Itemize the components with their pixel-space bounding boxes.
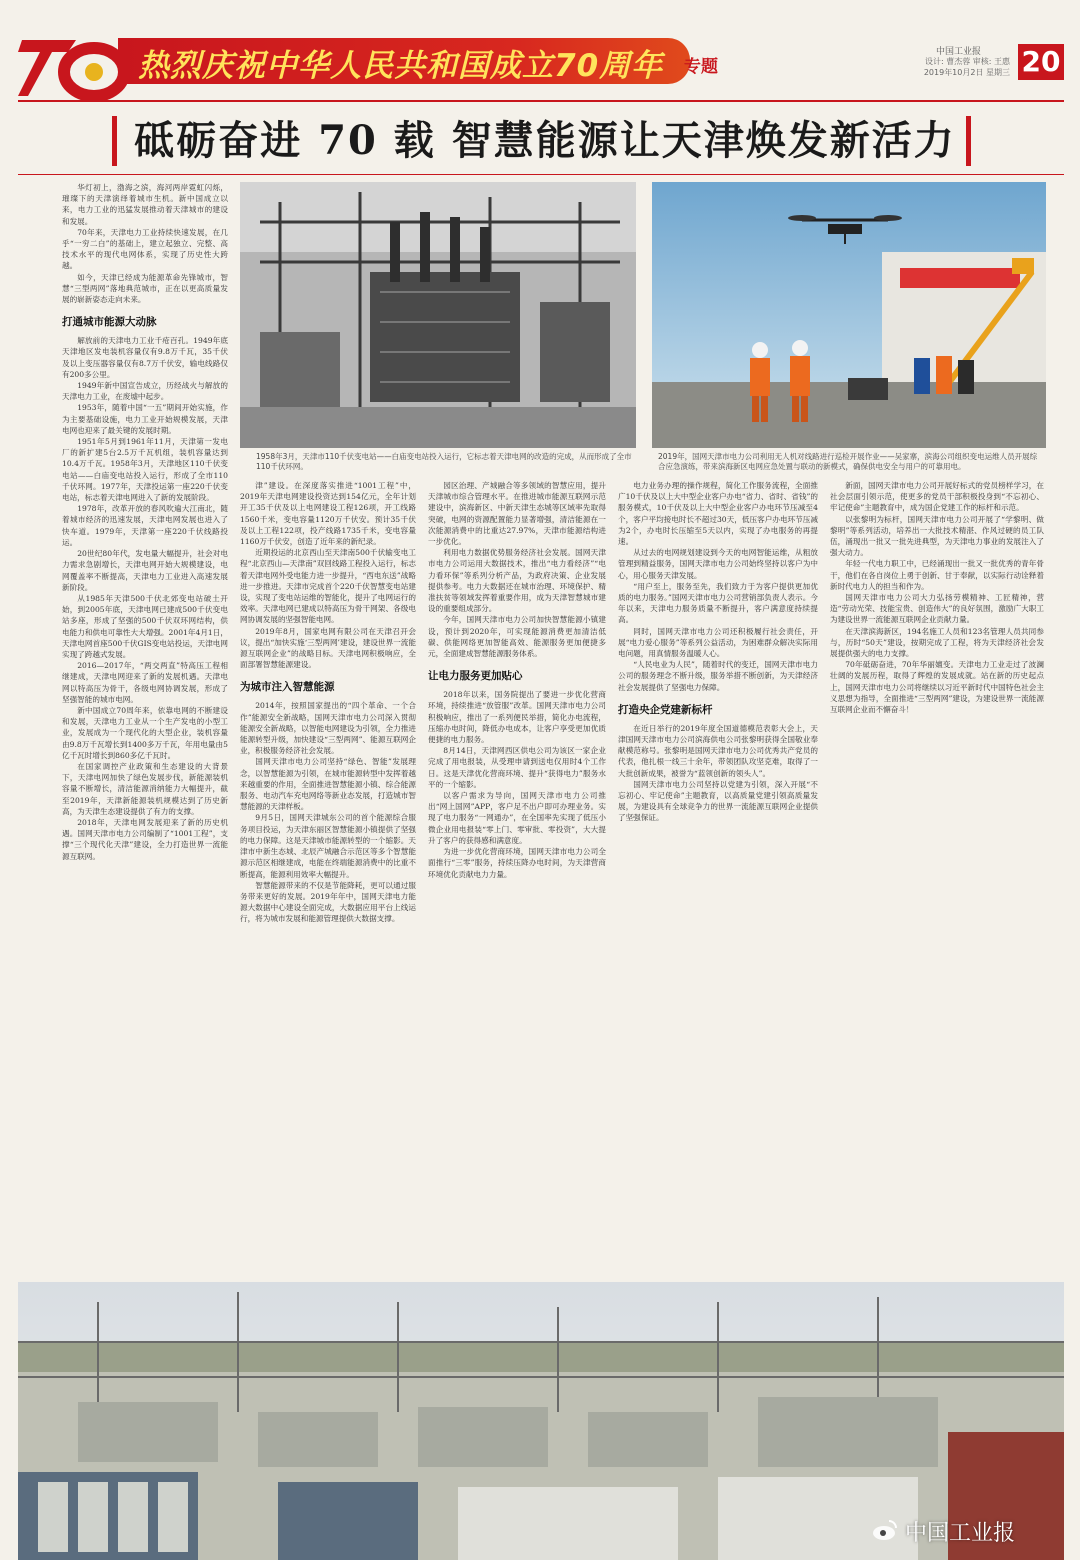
paragraph: 国网天津市电力公司坚持以党建为引领，深入开展“不忘初心、牢记使命”主题教育，以高质量党建引领高质量发展，为建设具有全球竞争力的世界一流能源互联网企业提供了坚强保证。 (618, 779, 818, 823)
paragraph: 8月14日，天津网西区供电公司为该区一家企业完成了用电报装，从受理申请到送电仅用时4个工作日。这是天津优化营商环境、提升“获得电力”服务水平的一个缩影。 (428, 746, 606, 789)
text-column-5 (830, 480, 1044, 1272)
worker-group (914, 356, 974, 394)
substation-illustration (240, 182, 636, 448)
paragraph: 从过去的电网规划建设到今天的电网智能运维，从粗放管理到精益服务，国网天津市电力公司始终坚持以客户为中心，用心服务天津发展。 (618, 548, 818, 580)
substation-caption: 1958年3月，天津市110千伏变电站——白庙变电站投入运行，它标志着天津电网的改造的完成，从而形成了全市110千伏环网。 (256, 452, 632, 471)
paragraph: “人民电业为人民”，随着时代的变迁，国网天津市电力公司的服务理念不断升级，服务举措不断创新，为天津经济社会发展提供了坚强电力保障。 (618, 660, 818, 692)
paper-info (892, 56, 1010, 78)
headline-left-bar (112, 116, 117, 166)
paragraph: 新面，国网天津市电力公司开展好标式的党员榜样学习，在社会层面引领示范，使更多的党员干部积极投身到“不忘初心、牢记使命”主题教育中，成为国企党建工作的标杆和示范。 (830, 481, 1044, 513)
banner-title: 热烈庆祝中华人民共和国成立70周年 (138, 48, 664, 84)
paragraph: 在国家调控产业政策和生态建设的大背景下，天津电网加快了绿色发展步伐，新能源装机容量不断增长，清洁能源消纳能力大幅提升，截至2019年，天津新能源装机规模达到了历史新高，为天津生态建设提供了有力的支撑。 (62, 761, 228, 816)
paragraph: 华灯初上，渤海之滨，海河两岸霓虹闪烁，璀璨下的天津演绎着城市生机。新中国成立以来，电力工业的迅猛发展推动着天津城市的建设和发展。 (62, 183, 228, 226)
paragraph: 为进一步优化营商环境，国网天津市电力公司全面推行“三零”服务，持续压降办电时间，为天津营商环境优化贡献电力力量。 (428, 847, 606, 879)
paragraph: 9月5日，国网天津城东公司的首个能源综合服务项目投运，为天津东丽区智慧能源小镇提供了坚强的电力保障。这是天津城市能源转型的一个缩影。天津市中新生态城、北辰产城融合示范区等多个智慧能源示范区相继建成，电能在终端能源消费中的比重不断提高，能源利用效率大幅提升。 (240, 813, 416, 879)
anniversary-70-logo (18, 30, 130, 100)
text-column-3 (428, 480, 606, 1272)
paragraph: 1951年5月到1961年11月，天津第一发电厂的新扩建5台2.5万千瓦机组，装机容量达到10.4万千瓦。1958年3月，天津地区110千伏变电站——白庙变电站投入运行，形成了全市110千伏环网。1977年，天津投运第一座220千伏变电站，标志着天津电网进入了新的发展阶段。 (62, 437, 228, 503)
paragraph: 2019年8月，国家电网有限公司在天津召开会议，提出“加快实施‘三型两网’建设，建设世界一流能源互联网企业”的战略目标。天津电网积极响应，全面部署智慧能源建设。 (240, 626, 416, 670)
paragraph: 园区治理、产城融合等多领域的智慧应用，提升天津城市综合管理水平。在推进城市能源互联网示范建设中，滨海新区、中新天津生态城等区域率先取得突破，电网的资源配置能力显著增强，清洁能源在一次能源消费中的比重达27.97%，天津市能源结构进一步优化。 (428, 481, 606, 547)
headline-right-bar (966, 116, 971, 166)
subheading: 打通城市能源大动脉 (62, 316, 157, 329)
paragraph: 70年砥砺奋进，70年华丽嬗变。天津电力工业走过了波澜壮阔的发展历程，取得了辉煌的发展成就。站在新的历史起点上，国网天津市电力公司将继续以习近平新时代中国特色社会主义思想为指导，全面推进“三型两网”建设，为建设世界一流能源互联网企业而不懈奋斗！ (830, 660, 1044, 715)
paragraph: 解放前的天津电力工业千疮百孔。1949年底天津地区发电装机容量仅有9.8万千瓦，35千伏及以上变压器容量仅有8.7万千伏安，输电线路仅有200多公里。 (62, 336, 228, 379)
paragraph: “用户至上，服务至先，我们致力于为客户提供更加优质的电力服务。”国网天津市电力公司营销部负责人表示。今年以来，天津电力服务质量不断提升，客户满意度持续提高。 (618, 581, 818, 625)
paragraph: 从1985年天津500千伏北郊变电站破土开始，到2005年底，天津电网已建成500千伏变电站多座，形成了坚强的500千伏双环网结构，供电能力和供电可靠性大大增强。2001年4月1日，天津电网首座500千伏GIS变电站投运，天津电网实现了跨越式发展。 (62, 593, 228, 659)
drone-photo (652, 182, 1046, 448)
paragraph: 2018年以来，国务院提出了要进一步优化营商环境，持续推进“放管服”改革。国网天津市电力公司积极响应，推出了一系列便民举措，简化办电流程，压缩办电时间，降低办电成本，让客户享受更加优质便捷的电力服务。 (428, 690, 606, 745)
paragraph: 以客户需求为导向，国网天津市电力公司推出“网上国网”APP，客户足不出户即可办理业务。实现了电力服务“一网通办”，在全国率先实现了低压小微企业用电报装“零上门、零审批、零投资”，大大提升了客户的获得感和满意度。 (428, 791, 606, 845)
paragraph: 2014年，按照国家提出的“四个革命、一个合作”能源安全新战略，国网天津市电力公司深入贯彻能源安全新战略，以智能电网建设为引领，全力推进能源转型升级，加快建设“三型两网”、能源互联网企业，积极服务经济社会发展。 (240, 701, 416, 756)
paragraph: 以张黎明为标杆，国网天津市电力公司开展了“学黎明、做黎明”等系列活动，培养出一大批技术精湛、作风过硬的员工队伍，涌现出一批又一批先进典型，为天津电力事业的发展注入了强大动力。 (830, 514, 1044, 558)
date-line: 2019年10月2日 星期三 (923, 68, 1010, 77)
header-rule (18, 100, 1064, 102)
weibo-icon (872, 1518, 898, 1542)
paragraph: 2018年，天津电网发展迎来了新的历史机遇。国网天津市电力公司编制了“1001工程”，支撑“三个现代化天津”建设，全力打造世界一流能源互联网。 (62, 817, 228, 861)
headline: 砥砺奋进 70 载 智慧能源让天津焕发新活力 (134, 117, 956, 164)
page-number: 20 (1018, 44, 1064, 80)
text-column-1 (62, 182, 228, 1272)
watermark: 中国工业报 (905, 1521, 1016, 1546)
paragraph: 国网天津市电力公司坚持“绿色、智能”发展理念，以智慧能源为引领，在城市能源转型中发挥着越来越重要的作用，全面推进智慧能源小镇、综合能源服务、电动汽车充电网络等新业态发展，打造城市智慧能源的天津样板。 (240, 757, 416, 812)
paragraph: 70年来，天津电力工业持续快速发展，在几乎“一穷二白”的基础上，建立起独立、完整、高技术水平的现代电网体系，实现了历史性大跨越。 (62, 227, 228, 271)
paragraph: 在天津滨海新区，194名施工人员和123名管理人员共同参与，历时“50天”建设，按期完成了工程，将为天津经济社会发展提供强大的电力支撑。 (830, 626, 1044, 659)
paragraph: 2016—2017年，“两交两直”特高压工程相继建成，天津电网迎来了新的发展机遇。天津电网以特高压为骨干，各级电网协调发展，形成了坚强智能的城市电网。 (62, 661, 228, 704)
paragraph: 近期投运的北京西山至天津南500千伏输变电工程“北京西山—天津南”双回线路工程投入运行，标志着天津电网外受电能力进一步提升，“西电东送”战略进一步推进。天津市完成首个220千伏智慧变电站建设，实现了变电站运维的智能化，提升了电网运行的效率。天津电网已建成以特高压为骨干网架、各级电网协调发展的坚强智能电网。 (240, 548, 416, 625)
paper-name: 中国工业报 (936, 47, 982, 57)
drone-caption: 2019年，国网天津市电力公司利用无人机对线路进行巡检开展作业——吴家寨，滨海公司组织变电运维人员开展综合应急演练，带来滨海新区电网应急处置与联动的新模式，确保供电安全与用户的可靠用电。 (658, 452, 1038, 471)
text-column-2 (240, 480, 416, 1272)
subheading: 为城市注入智慧能源 (240, 681, 335, 694)
section-label: 专题 (684, 57, 718, 77)
drone-illustration (652, 182, 1046, 448)
paragraph: 智慧能源带来的不仅是节能降耗，更可以通过服务带来更好的发展。2019年年中，国网天津电力能源大数据中心建设全面完成，大数据应用平台上线运行，将为城市发展和能源管理提供大数据支撑。 (240, 880, 416, 924)
paragraph: 1978年，改革开放的春风吹遍大江南北，随着城市经济的迅速发展，天津电网发展也进入了快车道。1979年，天津第一座220千伏线路投运。 (62, 504, 228, 547)
paragraph: 如今，天津已经成为能源革命先锋城市，智慧“三型两网”落地典范城市，正在以更高质量发展的崭新姿态走向未来。 (62, 272, 228, 305)
paragraph: 1953年，随着中国“一五”期间开始实施，作为主要基础设施，电力工业开始规模发展，天津电网也迎来了最关键的发展时期。 (62, 403, 228, 435)
paragraph: 电力业务办理的操作规程，简化工作服务流程，全面推广10千伏及以上大中型企业客户办电“省力、省时、省钱”的服务模式，10千伏及以上大中型企业客户办电环节压减至4个，客户平均接电时长不超过30天，低压客户办电环节压减为2个，办电时长压缩至5天以内，实现了办电服务的再提速。 (618, 481, 818, 547)
text-column-4 (618, 480, 818, 1272)
paragraph: 1949年新中国宣告成立，历经战火与解放的天津电力工业，在废墟中起步。 (62, 381, 228, 402)
paragraph: 国网天津市电力公司大力弘扬劳模精神、工匠精神，营造“劳动光荣、技能宝贵、创造伟大”的良好氛围，激励广大职工为建设世界一流能源互联网企业贡献力量。 (830, 593, 1044, 625)
paragraph: 今年，国网天津市电力公司加快智慧能源小镇建设，预计到2020年，可实现能源消费更加清洁低碳、供能网络更加智能高效、能源服务更加便捷多元，全面建成智慧能源服务体系。 (428, 615, 606, 659)
paragraph: 20世纪80年代，发电量大幅提升，社会对电力需求急剧增长，天津电网开始大规模建设，电网覆盖率不断提高，天津电力工业进入高速发展新阶段。 (62, 549, 228, 592)
paragraph: 新中国成立70周年来，依靠电网的不断建设和发展，天津电力工业从一个生产发电的小型工业，发展成为一个现代化的大型企业，装机容量由9.8万千瓦增长到1400多万千瓦，年用电量由5亿千瓦时增长到860多亿千瓦时。 (62, 705, 228, 760)
subheading: 打造央企党建新标杆 (618, 703, 713, 716)
paragraph: 同时，国网天津市电力公司还积极履行社会责任，开展“电力爱心服务”等系列公益活动，为困难群众解决实际用电问题，用真情服务温暖人心。 (618, 626, 818, 659)
paragraph: 津”建设。在深度落实推进“1001工程”中，2019年天津电网建设投资达到154亿元，全年计划开工35千伏及以上电网建设工程126项，开工线路1560千米，变电容量1120万千伏安。预计35千伏及以上工程122项，投产线路1735千米，变电容量1160万千伏安，创造了近年来的新纪录。 (240, 481, 416, 547)
subheading: 让电力服务更加贴心 (428, 670, 523, 683)
paragraph: 年轻一代电力职工中，已经涌现出一批又一批优秀的青年骨干，他们在各自岗位上勇于创新、甘于奉献，以实际行动诠释着新时代电力人的担当和作为。 (830, 559, 1044, 591)
headline-rule (18, 174, 1064, 175)
paragraph: 利用电力数据优势服务经济社会发展。国网天津市电力公司运用大数据技术，推出“电力看经济”“电力看环保”等系列分析产品，为政府决策、企业发展提供参考。电力大数据还在城市治理、环境保护、精准扶贫等领域发挥着重要作用，成为天津智慧城市建设的重要组成部分。 (428, 548, 606, 614)
editor-line: 设计: 曹杰蓉 审核: 王惠 (924, 57, 1010, 66)
paragraph: 在近日举行的2019年度全国道德模范表彰大会上，天津国网天津市电力公司滨海供电公司张黎明获得全国敬业奉献模范称号。张黎明是国网天津市电力公司优秀共产党员的代表，他扎根一线三十余年，带领团队攻坚克难，取得了一大批创新成果，被誉为“蓝领创新的领头人”。 (618, 723, 818, 778)
substation-photo (240, 182, 636, 448)
